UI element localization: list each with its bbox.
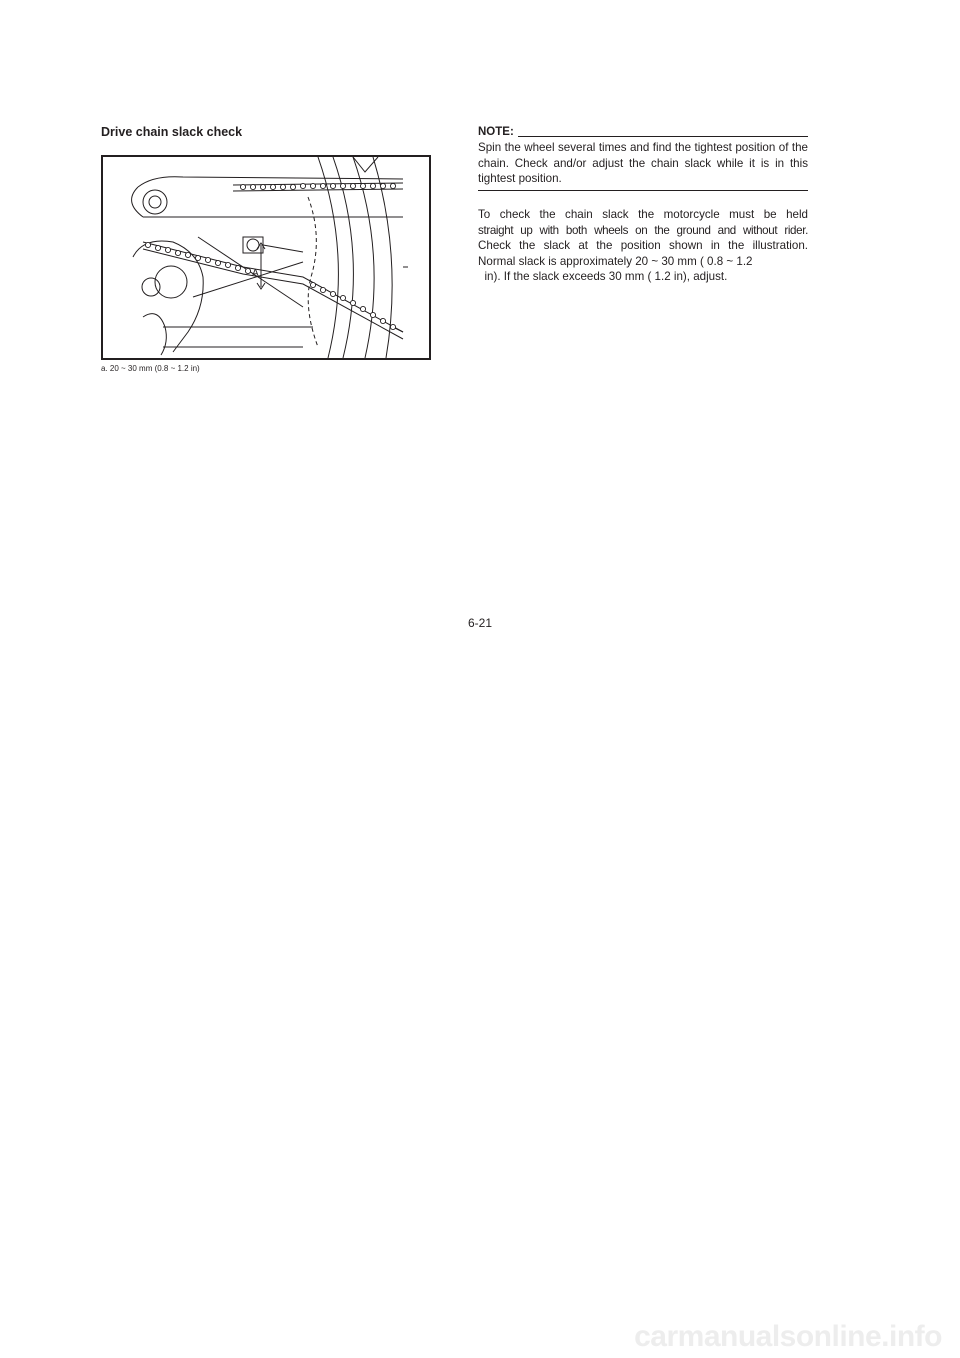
note-header [478, 124, 808, 138]
instruction-line: straight up with both wheels on the ground and without rider. [478, 223, 808, 237]
watermark: carmanualsonline.info [634, 1320, 942, 1353]
chain-slack-instructions [478, 207, 808, 285]
instruction-line: in). If the slack exceeds 30 mm ( 1.2 in), adjust. [478, 270, 728, 283]
note-text: Spin the wheel several times and find the tightest position of the chain. Check and/or adjust the chain slack while it is in this tightest position. [478, 141, 808, 185]
dimension-label: A [252, 268, 259, 279]
page-number: 6-21 [467, 616, 493, 630]
note-label: NOTE: [478, 126, 514, 138]
chain-slack-illustration [101, 155, 431, 360]
chain-diagram-svg [103, 157, 429, 358]
section-title: Drive chain slack check [101, 125, 243, 139]
note-bottom-rule [478, 190, 808, 191]
note-top-rule [518, 136, 808, 137]
note-box [478, 124, 808, 191]
figure-caption: a. 20 ~ 30 mm (0.8 ~ 1.2 in) [101, 364, 200, 373]
instruction-line: Normal slack is approximately 20 ~ 30 mm ( 0.8 ~ 1.2 [478, 254, 753, 268]
instruction-line: Check the slack at the position shown in the illustration. [478, 239, 808, 252]
instruction-line: To check the chain slack the motorcycle must be held [478, 208, 808, 221]
